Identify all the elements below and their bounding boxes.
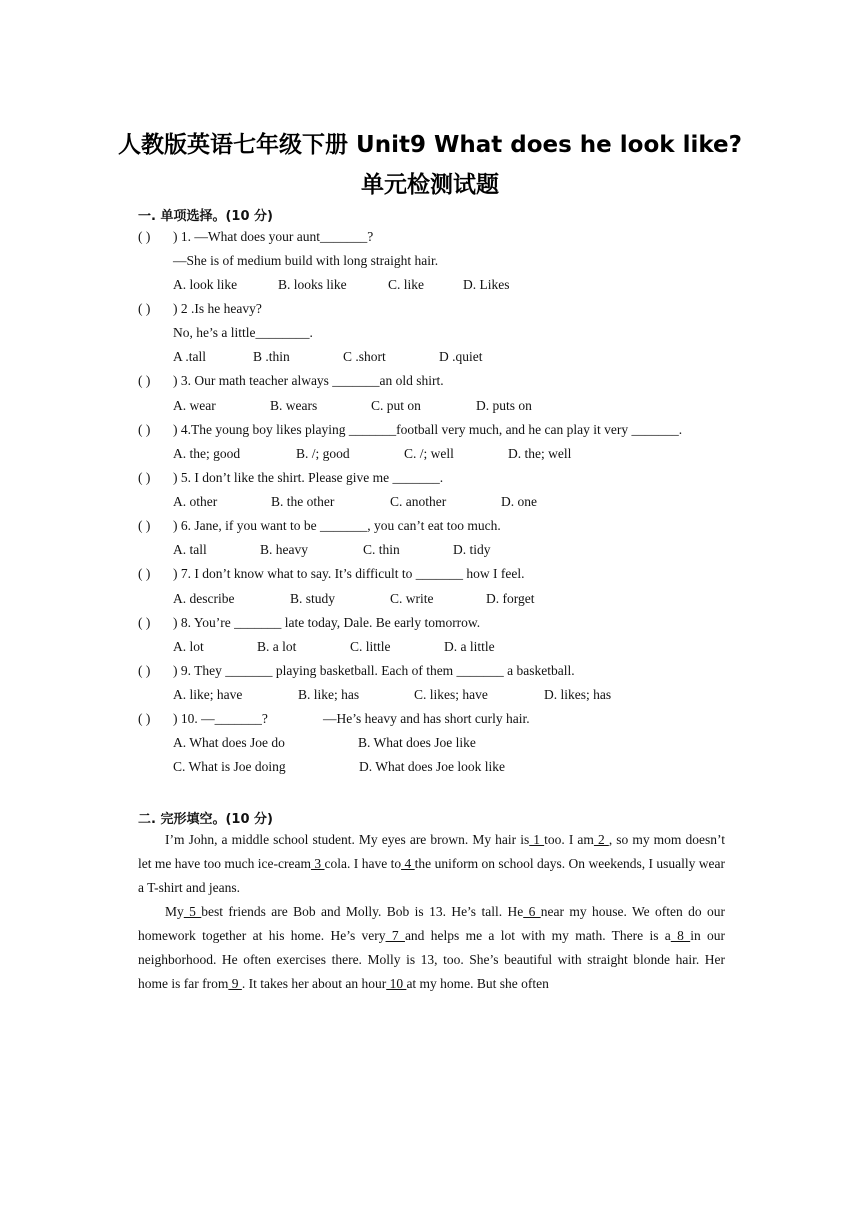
question-7-stem: ) 7. I don’t know what to say. It’s difficult to _______ how I feel. xyxy=(173,566,525,581)
blank-1: 1 xyxy=(529,832,545,847)
answer-paren: ( ) xyxy=(138,422,151,437)
section-2-heading: 二. 完形填空。(10 分) xyxy=(138,812,273,827)
question-10-stem: ) 10. —_______? xyxy=(173,711,268,726)
question-1-stem: ) 1. —What does your aunt_______? xyxy=(173,229,374,244)
option-d: D. puts on xyxy=(476,398,532,413)
blank-8: 8 xyxy=(670,928,691,943)
page-title: 人教版英语七年级下册 Unit9 What does he look like? xyxy=(118,132,742,158)
blank-9: 9 xyxy=(228,976,242,991)
question-5-stem: ) 5. I don’t like the shirt. Please give me _______. xyxy=(173,470,444,485)
option-c: C .short xyxy=(343,349,386,364)
answer-paren: ( ) xyxy=(138,711,151,726)
option-a: A. like; have xyxy=(173,687,243,702)
passage-text: I’m John, a middle school student. My eyes are brown. My hair is xyxy=(165,832,530,847)
passage-text: the uniform on school days. On weekends, I usually wear a T-shirt and jeans. xyxy=(138,856,726,895)
option-c: C. thin xyxy=(363,542,400,557)
option-d: D. forget xyxy=(486,591,535,606)
option-b: B .thin xyxy=(253,349,290,364)
option-c: C. another xyxy=(390,494,447,509)
option-a: A. the; good xyxy=(173,446,241,461)
blank-4: 4 xyxy=(401,856,415,871)
option-a: A. look like xyxy=(173,277,238,292)
cloze-paragraph-1 xyxy=(138,828,725,900)
option-b: B. a lot xyxy=(257,639,297,654)
page-subtitle: 单元检测试题 xyxy=(361,172,499,198)
cloze-paragraph-2 xyxy=(138,900,725,996)
option-c: C. put on xyxy=(371,398,421,413)
answer-paren: ( ) xyxy=(138,229,151,244)
passage-text: . It takes her about an hour xyxy=(241,976,387,991)
option-d: D. a little xyxy=(444,639,495,654)
answer-paren: ( ) xyxy=(138,301,151,316)
option-a: A. wear xyxy=(173,398,216,413)
blank-6: 6 xyxy=(523,904,541,919)
blank-5: 5 xyxy=(183,904,202,919)
option-d: D. What does Joe look like xyxy=(359,759,505,774)
option-d: D. one xyxy=(501,494,537,509)
blank-2: 2 xyxy=(593,832,609,847)
question-6-stem: ) 6. Jane, if you want to be _______, you can’t eat too much. xyxy=(173,518,501,533)
option-b: B. study xyxy=(290,591,336,606)
answer-paren: ( ) xyxy=(138,470,151,485)
option-a: A. lot xyxy=(173,639,204,654)
option-b: B. like; has xyxy=(298,687,360,702)
answer-paren: ( ) xyxy=(138,518,151,533)
option-a: A. describe xyxy=(173,591,235,606)
answer-paren: ( ) xyxy=(138,566,151,581)
question-1-stem-2: —She is of medium build with long straight hair. xyxy=(173,253,439,268)
passage-text: best friends are Bob and Molly. Bob is 13. He’s tall. He xyxy=(201,904,524,919)
option-b: B. wears xyxy=(270,398,318,413)
option-d: D. likes; has xyxy=(544,687,612,702)
question-4-stem: ) 4.The young boy likes playing _______football very much, and he can play it very _______. xyxy=(173,422,683,437)
question-10-answer-line: —He’s heavy and has short curly hair. xyxy=(323,711,530,726)
option-d: D .quiet xyxy=(439,349,483,364)
option-d: D. tidy xyxy=(453,542,491,557)
question-3-stem: ) 3. Our math teacher always _______an old shirt. xyxy=(173,373,444,388)
section-1-heading: 一. 单项选择。(10 分) xyxy=(138,209,273,224)
passage-text: cola. I have to xyxy=(324,856,402,871)
option-b: B. heavy xyxy=(260,542,308,557)
passage-text: My xyxy=(165,904,184,919)
passage-text: near my house. We often do our homework together at his home. He’s very xyxy=(138,904,726,943)
option-a: A .tall xyxy=(173,349,206,364)
option-c: C. What is Joe doing xyxy=(173,759,286,774)
option-c: C. likes; have xyxy=(414,687,488,702)
option-b: B. /; good xyxy=(296,446,350,461)
answer-paren: ( ) xyxy=(138,615,151,630)
option-b: B. What does Joe like xyxy=(358,735,476,750)
option-a: A. tall xyxy=(173,542,207,557)
option-b: B. looks like xyxy=(278,277,347,292)
option-a: A. What does Joe do xyxy=(173,735,285,750)
question-9-stem: ) 9. They _______ playing basketball. Each of them _______ a basketball. xyxy=(173,663,575,678)
passage-text: and helps me a lot with my math. There is a xyxy=(404,928,671,943)
question-2-stem-2: No, he’s a little________. xyxy=(173,325,313,340)
blank-7: 7 xyxy=(385,928,405,943)
blank-10: 10 xyxy=(386,976,407,991)
answer-paren: ( ) xyxy=(138,663,151,678)
option-c: C. like xyxy=(388,277,424,292)
blank-3: 3 xyxy=(310,856,325,871)
option-d: D. Likes xyxy=(463,277,510,292)
option-b: B. the other xyxy=(271,494,335,509)
option-c: C. /; well xyxy=(404,446,454,461)
answer-paren: ( ) xyxy=(138,373,151,388)
option-d: D. the; well xyxy=(508,446,572,461)
question-8-stem: ) 8. You’re _______ late today, Dale. Be early tomorrow. xyxy=(173,615,481,630)
option-a: A. other xyxy=(173,494,218,509)
question-2-stem: ) 2 .Is he heavy? xyxy=(173,301,262,316)
option-c: C. little xyxy=(350,639,391,654)
cloze-passage xyxy=(138,828,725,996)
passage-text: at my home. But she often xyxy=(406,976,549,991)
passage-text: in our neighborhood. He often exercises there. Molly is 13, too. She’s beautiful with straight blonde hair. Her home is far from xyxy=(138,928,726,991)
option-c: C. write xyxy=(390,591,434,606)
passage-text: too. I am xyxy=(544,832,594,847)
passage-text: , so my mom doesn’t let me have too much ice-cream xyxy=(138,832,726,871)
